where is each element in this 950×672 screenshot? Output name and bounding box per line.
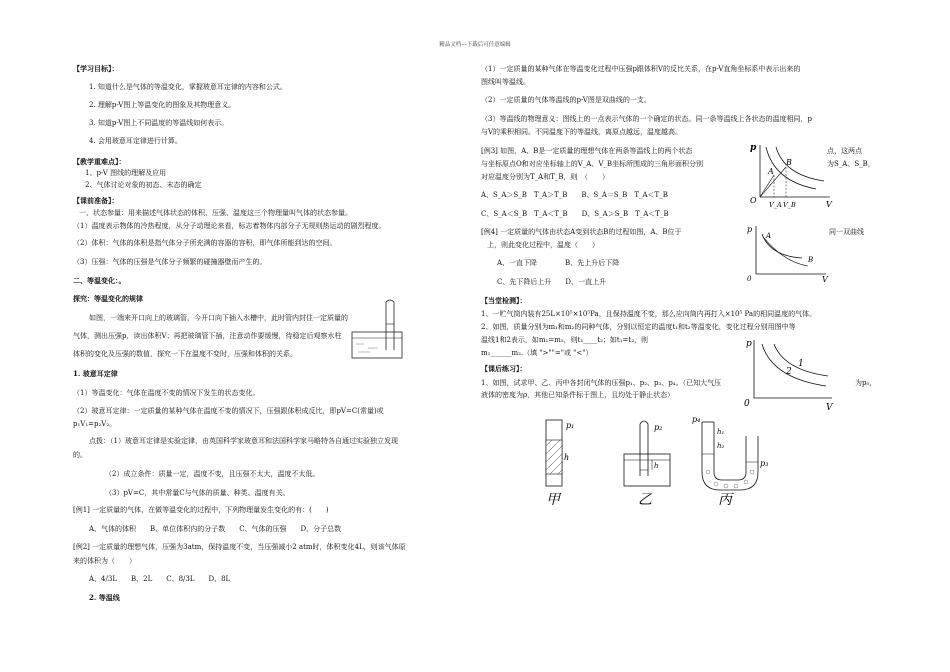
right-text-line: 同一双曲线 xyxy=(829,228,864,236)
ex4-axis-p: p xyxy=(747,225,753,234)
hw-bing-caption: 丙 xyxy=(718,492,732,508)
test2-origin: 0 xyxy=(744,399,750,409)
right-text-line: 2、如图，质量分别为m₁和m₂的同种气体，分别以恒定的温度t₁和t₂等温变化，变化过程分别用图中等 xyxy=(481,323,796,331)
left-text-line: 一、状态参量：用来描述气体状态的体积、压强、温度这三个物理量叫气体的状态参量。 xyxy=(79,209,352,217)
left-text-line: 2. 理解p-V图上等温变化的图象及其物理意义。 xyxy=(89,101,236,109)
right-text-line: （3）等温线的物理意义：图线上的一点表示气体的一个确定的状态。同一条等温线上各状态的温度相同，p xyxy=(481,115,812,123)
left-text-line: （2）成立条件：质量一定，温度不变，且压强不太大，温度不太低。 xyxy=(105,470,320,478)
right-text-line: 【当堂检测】： xyxy=(481,296,527,305)
left-text-line: 2、气体讨论对象的初态、末态的确定 xyxy=(85,181,202,189)
hw-p3-label: p₃ xyxy=(760,459,769,468)
right-text-line: 点，这两点 xyxy=(827,147,862,155)
right-text-line: 1、一贮气筒内装有25L×10⁵×10⁵Pa，且保持温度不变，那么应向筒内再打入×10⁵ Pa的相同温度的气体。 xyxy=(481,310,817,318)
right-text-line: （1）一定质量的某种气体在等温变化过程中压强p跟体积V的反比关系，在p-V直角坐标系中表示出来的 xyxy=(481,65,801,73)
left-text-line: （2）体积：气体的体积是指气体分子所充满的容器的容积，即气体所能到达的空间。 xyxy=(73,239,337,247)
right-text-line: A、S_A＞S_B T_A＞T_B B、S_A＝S_B T_A＜T_B xyxy=(481,191,668,199)
example3-graph xyxy=(746,141,836,209)
tube-experiment-figure xyxy=(350,298,408,360)
right-text-line: 【课后练习】： xyxy=(481,364,527,373)
right-text-line: 图线叫等温线。 xyxy=(481,78,530,86)
left-text-line: 2. 等温线 xyxy=(89,593,120,602)
test2-curve1-label: 1 xyxy=(798,359,804,369)
left-text-line: 1、p-V 图线的理解及应用 xyxy=(85,169,167,177)
left-text-line: （2）玻意耳定律：一定质量的某种气体在温度不变的情况下，压强跟体积成反比，即pV=C(常量)或 xyxy=(73,407,384,415)
left-text-line: （1）等温变化：气体在温度不变的情况下发生的状态变化。 xyxy=(73,389,260,397)
test2-axis-p: p xyxy=(746,339,752,349)
left-text-line: 探究：等温变化的规律 xyxy=(73,294,143,303)
left-text-line: 点拨：（1）玻意耳定律是实验定律，由英国科学家玻意耳和法国科学家马略特各自通过实验独立发现 xyxy=(89,437,398,445)
test2-axis-v: V xyxy=(826,403,833,413)
hw-p1-label: p₁ xyxy=(566,421,575,430)
hw-h2-label: h₂ xyxy=(717,442,725,450)
left-text-line: 体积的变化及压强的数值，探究一下在温度不变时，压强和体积的关系。 xyxy=(73,350,297,358)
right-text-line: m₁______m₂.（填 ">""="或 "<"） xyxy=(481,349,593,357)
ex4-origin: 0 xyxy=(747,275,752,283)
left-text-line: 1. 玻意耳定律 xyxy=(73,369,118,378)
right-text-line: 对应温度分别为T_A和T_B，则 （ ） xyxy=(481,173,610,181)
ex3-label-vb: V_B xyxy=(783,201,796,209)
left-text-line: p₁V₁=p₂V₂。 xyxy=(73,420,117,428)
right-text-line: 为S_A、S_B， xyxy=(827,160,875,168)
left-text-line: [例1] 一定质量的气体，在做等温变化的过程中，下列物理量发生变化的有：( ) xyxy=(73,506,329,514)
ex3-label-a: A xyxy=(768,167,774,176)
left-text-line: 如图，一端来开口向上的玻璃管，今开口向下插入水槽中，此时管内封住一定质量的 xyxy=(89,314,348,322)
hw-jia-caption: 甲 xyxy=(546,492,560,508)
right-text-line: [例3] 如图，A、B是一定质量的理想气体在两条等温线上的两个状态 xyxy=(481,147,693,155)
right-text-line: [例4] 一定质量的气体由状态A变到状态B的过程如图，A、B位于 xyxy=(481,228,682,236)
left-text-line: （1）温度表示物体的冷热程度，从分子动理论来看，标志着物体内部分子无规则热运动的剧烈程度。 xyxy=(73,222,386,230)
left-text-line: A、气体的体积 B、单位体积内的分子数 C、气体的压强 D、分子总数 xyxy=(89,525,342,533)
left-text-line: 【学习目标】： xyxy=(73,64,119,73)
ex4-axis-v: V xyxy=(822,275,828,284)
ex3-label-b: B xyxy=(786,158,792,167)
hw-h1-label: h₁ xyxy=(717,428,725,436)
left-text-line: 4. 会用玻意耳定律进行计算。 xyxy=(89,137,182,145)
right-text-line: 1、如图，试求甲、乙、丙中各封闭气体的压强p₁、p₂、p₃、p₄。（已知大气压 xyxy=(481,379,722,387)
ex3-origin: O xyxy=(750,196,757,205)
page-header: 精品文档---下载后可任意编辑 xyxy=(439,42,511,48)
right-text-line: C、S_A＜S_B T_A＜T_B D、S_A＞S_B T_A＜T_B xyxy=(481,210,669,218)
right-text-line: 液体的密度为ρ，其他已知条件标于图上，且均处于静止状态） xyxy=(481,391,675,399)
hw-yi-h-label: h xyxy=(654,462,659,470)
right-text-line: 温线1和2表示，如m₁=m₂，则t₁____t₂；如t₁=t₂，则 xyxy=(481,336,649,344)
homework-pressure-figures xyxy=(530,410,780,508)
right-text-line: 为p₀， xyxy=(855,379,877,387)
test2-isotherm-graph xyxy=(736,334,836,414)
ex4-label-b: B xyxy=(808,256,814,264)
example4-graph xyxy=(744,222,832,284)
left-text-line: 【课前准备】： xyxy=(73,196,119,205)
left-text-line: 气体，测出压强p，读出体积V；再把玻璃管下插，注意动作要缓慢，待稳定后观察水柱 xyxy=(73,332,342,340)
right-text-line: 与V的乘积相同。不同温度下的等温线，离原点越远，温度越高。 xyxy=(481,128,683,136)
ex3-axis-v: V xyxy=(826,200,832,209)
right-text-line: 与坐标原点O和对应坐标轴上的V_A、V_B坐标所围成的三角形面积分别 xyxy=(481,160,704,168)
left-text-line: （3）压强：气体的压强是气体分子频繁的碰撞器壁而产生的。 xyxy=(73,258,267,266)
right-text-line: 上，则此变化过程中，温度（ ） xyxy=(487,241,599,249)
left-text-line: A、4/3L B、2L C、8/3L D、8L xyxy=(89,575,231,583)
test2-curve2-label: 2 xyxy=(786,367,792,377)
left-text-line: 来的体积为（ ） xyxy=(73,557,136,565)
left-text-line: 【教学重难点】： xyxy=(73,157,126,166)
right-text-line: C、先下降后上升 D、一直上升 xyxy=(497,278,606,286)
ex3-label-va: V_A xyxy=(769,201,782,209)
ex3-axis-p: p xyxy=(750,143,757,153)
ex4-label-a: A xyxy=(766,232,772,240)
hw-p4-label: p₄ xyxy=(692,415,701,424)
left-text-line: 3. 知道p-V图上不同温度的等温线如何表示。 xyxy=(89,119,229,127)
hw-p2-label: p₂ xyxy=(654,423,663,432)
hw-jia-h-label: h xyxy=(564,453,570,462)
right-text-line: （2）一定质量的气体等温线的p-V图是双曲线的一支。 xyxy=(481,96,651,104)
left-text-line: 的。 xyxy=(73,451,87,459)
left-text-line: 二、等温变化：。 xyxy=(73,276,126,285)
left-text-line: （3）pV=C，其中常量C与气体的质量、种类、温度有关。 xyxy=(105,489,290,497)
left-text-line: [例2] 一定质量的理想气体，压强为3atm，保持温度不变，当压强减小2 atm时，体积变化4L，则该气体原 xyxy=(73,543,406,551)
left-text-line: 1. 知道什么是气体的等温变化，掌握玻意耳定律的内容和公式。 xyxy=(89,83,287,91)
hw-yi-caption: 乙 xyxy=(638,492,652,508)
right-text-line: A、一直下降 B、先上升后下降 xyxy=(497,259,620,267)
